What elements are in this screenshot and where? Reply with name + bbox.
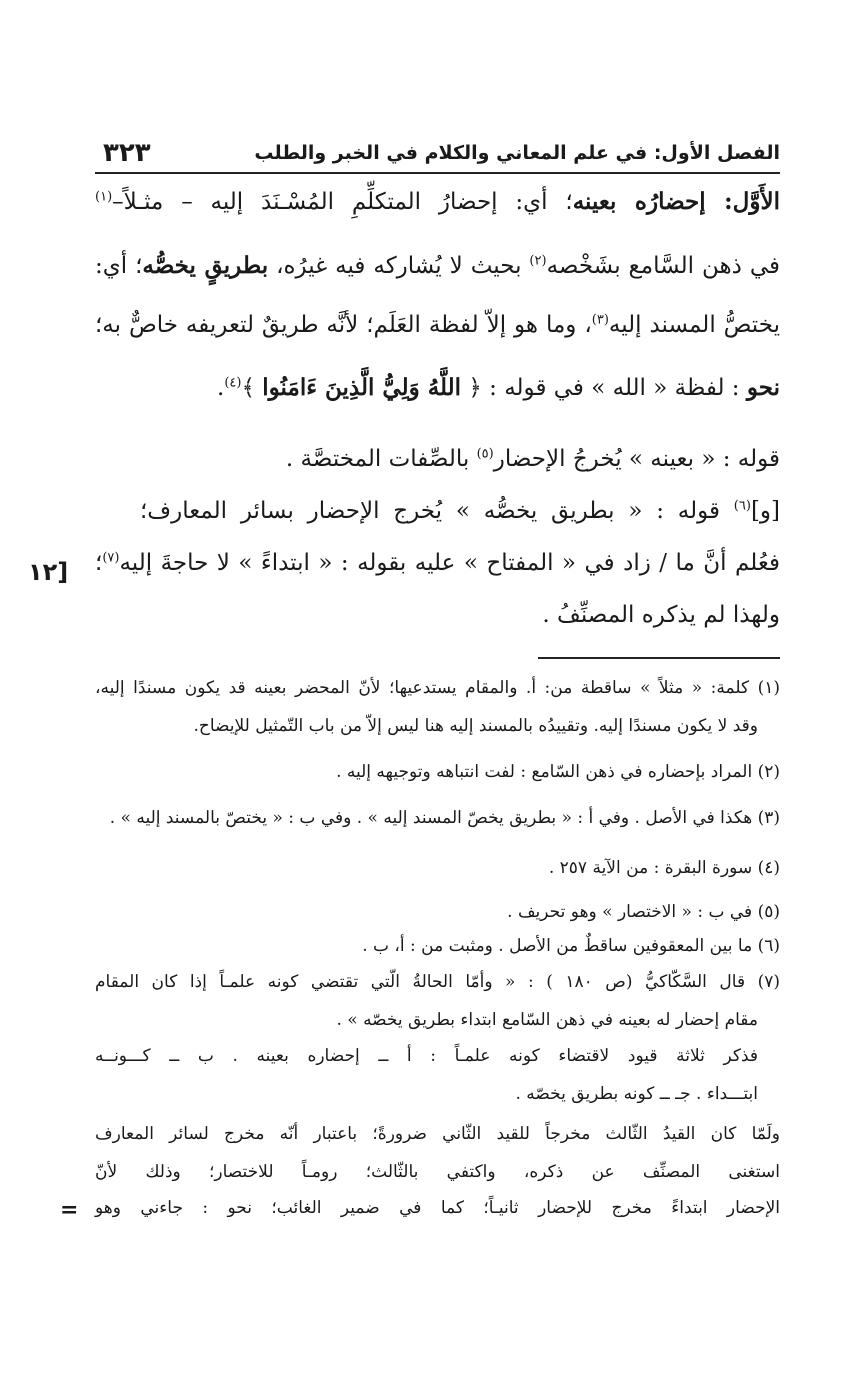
footnote-4: (٤) سورة البقرة : من الآية ٢٥٧ . xyxy=(548,858,780,878)
footnote-7: (٧) قال السَّكّاكيُّ (ص ١٨٠ ) : « وأمّا الحالةُ الّتي تقتضي كونه علمـاً إذا كان المقام xyxy=(95,972,780,992)
line8: ولهذا لم يذكره المصنِّفُ . xyxy=(542,602,780,628)
line7-b: ؛ xyxy=(95,550,103,576)
footnote-7-line4: ابتـــداء . جـ ــ كونه بطريق يخصّه . xyxy=(515,1084,758,1104)
chapter-title: الفصل الأول: في علم المعاني والكلام في الخبر والطلب xyxy=(254,142,780,164)
line6-b: قوله : « بطريق يخصُّه » يُخرج الإحضار بسائر المعارف؛ xyxy=(140,498,734,524)
footnote-ref-4: (٤) xyxy=(224,375,242,391)
line4-bold: نحو xyxy=(746,374,780,401)
heading-first: الأَوَّل: إحضارُه بعينه xyxy=(572,188,780,215)
line4-a: : لفظة « الله » في قوله : ﴿ xyxy=(461,375,747,401)
text-line-2 xyxy=(95,252,780,279)
line2-b: بحيث لا يُشاركه فيه غيرُه، xyxy=(268,253,530,279)
line2-c: ؛ أي: xyxy=(95,253,143,279)
line2-a: في ذهن السَّامع بشَخْصه xyxy=(546,253,780,279)
footnote-6: (٦) ما بين المعقوفين ساقطٌ من الأصل . ومثبت من : أ، ب . xyxy=(362,936,780,956)
running-header xyxy=(95,138,780,170)
quran-verse: اللَّهُ وَلِيُّ الَّذِينَ ءَامَنُوا xyxy=(262,374,462,401)
footnote-separator xyxy=(538,657,780,659)
footnote-ref-7: (٧) xyxy=(102,550,120,566)
footnote-7-quote: مقام إحضار له بعينه في ذهن السّامع ابتداء بطريق يخصّه » . xyxy=(336,1010,758,1030)
text-line-3 xyxy=(95,312,780,338)
line3-b: ، وما هو إلاّ لفظة العَلَم؛ لأنَّه طريقٌ لتعريفه خاصٌّ به؛ xyxy=(95,312,592,338)
text-line-7 xyxy=(95,550,780,576)
line1-rest: ؛ أي: إحضارُ المتكلِّمِ المُسْـنَدَ إليه – مثـلاً– xyxy=(112,189,573,215)
footnote-ref-1: (١) xyxy=(95,189,113,205)
footnote-7-line7: الإحضار ابتداءً مخرج للإحضار ثانيـاً؛ كما في ضمير الغائب؛ نحو : جاءني وهو xyxy=(95,1198,780,1218)
footnote-1-cont: وقد لا يكون مسندًا إليه. وتقييدُه بالمسند إليه هنا ليس إلاّ من باب التّمثيل للإيضاح. xyxy=(193,716,758,736)
footnote-ref-2: (٢) xyxy=(529,253,547,269)
text-line-4 xyxy=(95,374,780,401)
line4-c: . xyxy=(217,375,225,401)
line3-a: يختصُّ المسند إليه xyxy=(608,312,780,338)
text-line-5 xyxy=(140,446,780,472)
page-number: ٣٢٣ xyxy=(103,138,151,168)
footnote-2: (٢) المراد بإحضاره في ذهن السّامع : لفت انتباهه وتوجيهه إليه . xyxy=(336,762,780,782)
footnote-7-line3: فذكر ثلاثة قيود لاقتضاء كونه علمـاً : أ ــ إحضاره بعينه . ب ــ كـــونــه xyxy=(95,1046,758,1066)
continuation-mark: = xyxy=(60,1197,79,1223)
line5-a: قوله : « بعينه » يُخرجُ الإحضار xyxy=(493,446,780,472)
line2-bold: بطريقٍ يخصُّه xyxy=(142,252,269,279)
header-rule xyxy=(95,172,780,174)
footnote-7-line5: ولَمّا كان القيدُ الثّالث مخرجاً للقيد الثّاني ضرورةً؛ باعتبار أنّه مخرج لسائر المعارف xyxy=(95,1124,780,1144)
text-line-6 xyxy=(140,498,780,524)
margin-page-reference: [١٢ xyxy=(28,558,69,586)
footnote-ref-6: (٦) xyxy=(733,498,751,514)
text-line-8 xyxy=(95,602,780,628)
footnote-1: (١) كلمة: « مثلاً » ساقطة من: أ. والمقام يستدعيها؛ لأنّ المحضر بعينه قد يكون مسندًا إليه، xyxy=(95,678,780,698)
line7-a: فعُلم أنَّ ما / زاد في « المفتاح » عليه بقوله : « ابتداءً » لا حاجةَ إليه xyxy=(119,550,780,576)
text-line-1 xyxy=(95,188,780,215)
line5-b: بالصِّفات المختصَّة . xyxy=(285,446,477,472)
footnote-ref-5: (٥) xyxy=(476,446,494,462)
line4-b: ﴾ xyxy=(241,375,263,401)
footnote-3: (٣) هكذا في الأصل . وفي أ : « بطريق يخصّ المسند إليه » . وفي ب : « يختصّ بالمسند إليه » . xyxy=(109,808,780,828)
line6-a: [و] xyxy=(750,498,780,524)
footnote-7-line6: استغنى المصنِّف عن ذكره، واكتفي بالثّالث؛ رومـاً للاختصار؛ وذلك لأنّ xyxy=(95,1162,780,1182)
footnote-ref-3: (٣) xyxy=(591,312,609,328)
footnote-5: (٥) في ب : « الاختصار » وهو تحريف . xyxy=(507,902,780,922)
